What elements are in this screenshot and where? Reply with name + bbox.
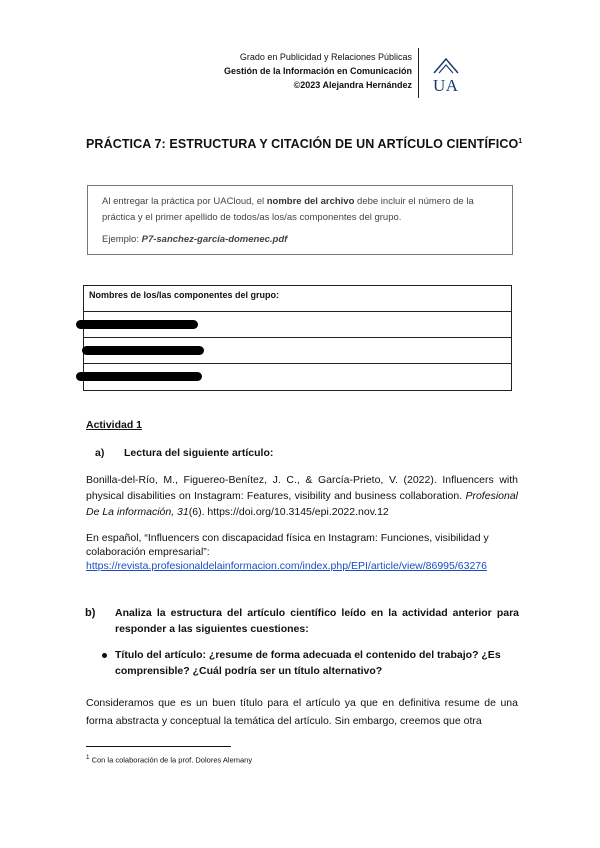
item-a-label: a) bbox=[95, 447, 105, 459]
item-a-title: Lectura del siguiente artículo: bbox=[124, 447, 274, 459]
item-b-label: b) bbox=[85, 607, 96, 619]
redaction-mark bbox=[82, 346, 204, 355]
redaction-mark bbox=[76, 372, 202, 381]
redaction-mark bbox=[76, 320, 198, 329]
table-header: Nombres de los/las componentes del grupo: bbox=[89, 290, 280, 300]
university-logo-text: UA bbox=[433, 76, 459, 95]
footnote-text: Con la colaboración de la prof. Dolores Alemany bbox=[91, 755, 253, 765]
submission-instructions: Al entregar la práctica por UACloud, el nombre del archivo debe incluir el número de la práctica y el primer apellido de todos/as los/as componentes del grupo. bbox=[102, 196, 474, 223]
copyright-author: ©2023 Alejandra Hernández bbox=[293, 80, 412, 90]
page-title bbox=[86, 137, 522, 151]
activity-heading: Actividad 1 bbox=[86, 419, 143, 431]
article-reference: Bonilla-del-Río, M., Figuereo-Benítez, J. C., & García-Prieto, V. (2022). Influencers with physical disabilities on Instagram: Features, visibility and business collaboration. Profesional De La información, 31(6). https://doi.org/10.3145/epi.2022.nov.12 bbox=[86, 474, 518, 518]
footnote-divider bbox=[86, 746, 231, 747]
article-link[interactable]: https://revista.profesionaldelainformacion.com/index.php/EPI/article/view/86995/63276 bbox=[86, 560, 487, 572]
group-members-table bbox=[83, 285, 512, 391]
spanish-version bbox=[86, 531, 518, 573]
course-name: Gestión de la Información en Comunicación bbox=[223, 66, 412, 76]
member-row bbox=[84, 312, 511, 338]
footnote-mark: 1 bbox=[86, 754, 90, 761]
file-name-example: Ejemplo: P7-sanchez-garcia-domenec.pdf bbox=[102, 234, 288, 245]
member-row bbox=[84, 364, 511, 390]
header-divider bbox=[418, 48, 419, 98]
spanish-title: En español, “Influencers con discapacidad física en Instagram: Funciones, visibilidad y colaboración empresarial”: bbox=[86, 532, 489, 558]
member-row bbox=[84, 338, 511, 364]
submission-note-box bbox=[87, 185, 513, 255]
question-title: Título del artículo: ¿resume de forma adecuada el contenido del trabajo? ¿Es comprensible? ¿Cuál podría ser un título alternativo? bbox=[115, 649, 501, 677]
table-header-row bbox=[84, 286, 511, 312]
journal-name: Profesional De La información, 31 bbox=[86, 490, 518, 518]
item-b-text: Analiza la estructura del artículo científico leído en la actividad anterior para responder a las siguientes cuestiones: bbox=[115, 607, 519, 635]
title-footnote-mark: 1 bbox=[518, 137, 523, 145]
title-text: PRÁCTICA 7: ESTRUCTURA Y CITACIÓN DE UN ARTÍCULO CIENTÍFICO bbox=[86, 137, 519, 151]
answer-paragraph: Consideramos que es un buen título para el artículo ya que en definitiva resume de una forma abstracta y conceptual la temática del artículo. Sin embargo, creemos que otra bbox=[86, 697, 518, 727]
example-file-name: P7-sanchez-garcia-domenec.pdf bbox=[141, 234, 288, 245]
degree-name: Grado en Publicidad y Relaciones Públicas bbox=[239, 52, 412, 62]
footnote bbox=[86, 754, 252, 765]
file-name-emphasis: nombre del archivo bbox=[266, 196, 355, 207]
document-header bbox=[224, 50, 412, 92]
bullet-icon bbox=[102, 653, 107, 658]
